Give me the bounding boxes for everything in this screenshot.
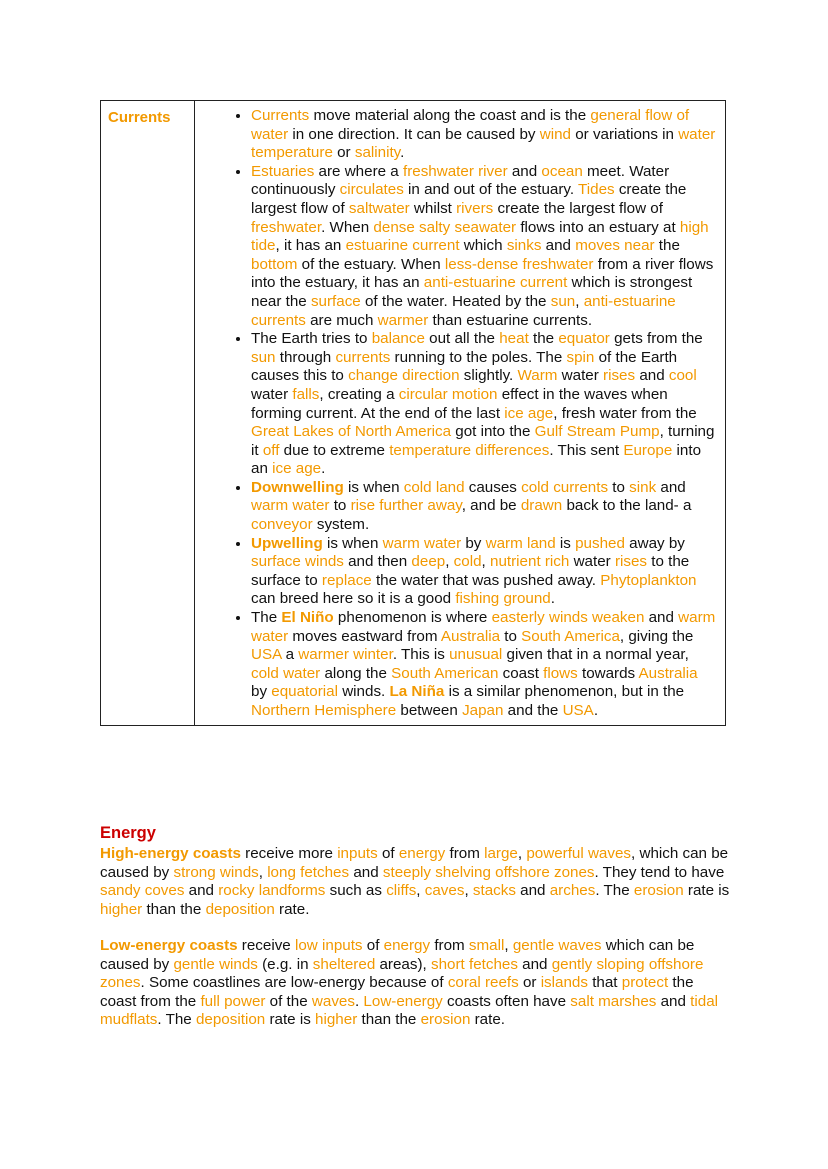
highlighted-term: arches [549, 882, 596, 900]
text-run: to [500, 627, 522, 645]
text-run: , [575, 292, 584, 310]
text-run: receive [237, 937, 295, 954]
text-run: such as [325, 882, 387, 900]
text-run: meet. Water continuously [251, 162, 670, 199]
highlighted-term: large [484, 845, 518, 862]
text-run: moves eastward from [288, 627, 441, 645]
highlighted-term: USA [251, 646, 282, 664]
text-run: . [593, 702, 599, 719]
highlighted-term: saltwater [348, 199, 410, 217]
bullet-estuaries [251, 163, 717, 330]
text-run: The Earth tries to [251, 330, 372, 348]
highlighted-term: rivers [456, 199, 494, 217]
highlighted-term: long fetches [267, 863, 350, 881]
text-run: of the Earth causes this to [251, 348, 678, 385]
text-run: by [251, 683, 272, 701]
highlighted-term: steeply shelving offshore zones [382, 863, 595, 881]
text-run: coast [498, 664, 544, 682]
text-run: , [481, 553, 490, 571]
text-run: and [349, 863, 383, 881]
text-run: , which can be caused by [100, 845, 729, 881]
highlighted-term: islands [540, 974, 588, 992]
text-run: than the [142, 900, 206, 918]
highlighted-term: anti-estuarine currents [251, 292, 676, 329]
highlighted-term: deposition [205, 900, 275, 918]
text-run: away by [624, 534, 685, 552]
highlighted-term: tidal mudflats [100, 992, 719, 1029]
text-run: from a river flows into the estuary, it has an [251, 255, 714, 292]
highlighted-term: general flow of water [251, 107, 690, 143]
highlighted-term: anti-estuarine current [423, 274, 568, 292]
text-run: slightly. [459, 367, 518, 385]
text-run: that [587, 974, 622, 992]
text-run: a [281, 646, 299, 664]
highlighted-term: gently sloping offshore zones [100, 955, 704, 992]
text-run: , [445, 553, 454, 571]
text-run: causes [464, 478, 522, 496]
highlighted-term: drawn [520, 497, 563, 515]
highlighted-term: warmer winter [298, 646, 393, 664]
bullet-downwelling [251, 479, 717, 535]
highlighted-term: deposition [195, 1011, 266, 1029]
highlighted-term: Downwelling [251, 478, 344, 496]
text-run: is when [343, 478, 404, 496]
highlighted-term: less-dense freshwater [444, 255, 594, 273]
text-run: are much [305, 311, 378, 329]
highlighted-term: cold [453, 553, 482, 571]
text-run: , [464, 882, 473, 900]
highlighted-term: rises [603, 367, 636, 385]
highlighted-term: Phytoplankton [600, 571, 697, 589]
text-run: are where a [314, 162, 403, 180]
highlighted-term: Warm [517, 367, 558, 385]
text-run: between [396, 702, 463, 719]
bullet-heat-balance [251, 330, 717, 479]
highlighted-term: freshwater river [402, 162, 508, 180]
highlighted-term: moves near [575, 237, 655, 255]
highlighted-term: ice age [272, 460, 322, 478]
currents-row [101, 101, 726, 726]
text-run: the water that was pushed away. [371, 571, 601, 589]
text-run: . The [157, 1011, 196, 1029]
highlighted-term: sun [251, 348, 276, 366]
highlighted-term: balance [371, 330, 425, 348]
text-run: and [507, 162, 542, 180]
text-run: winds. [337, 683, 390, 701]
highlighted-term: erosion [420, 1011, 471, 1029]
text-run: . [354, 992, 364, 1010]
highlighted-term: Australia [440, 627, 501, 645]
text-run: . The [595, 882, 634, 900]
highlighted-term: change direction [348, 367, 460, 385]
highlighted-term: unusual [449, 646, 503, 664]
text-run: got into the [451, 423, 535, 441]
text-run: to [329, 497, 351, 515]
highlighted-term: ocean [541, 162, 583, 180]
text-run: to [608, 478, 630, 496]
highlighted-term: surface winds [251, 553, 344, 571]
highlighted-term: water temperature [251, 125, 716, 162]
highlighted-term: strong winds [173, 863, 259, 881]
highlighted-term: freshwater [251, 218, 322, 236]
highlighted-term: Great Lakes of North America [251, 423, 452, 441]
text-run: , it has an [275, 237, 346, 255]
text-run: back to the land- a [562, 497, 692, 515]
highlighted-term: short fetches [430, 955, 518, 973]
text-run: , [416, 882, 425, 900]
highlighted-term: coral reefs [447, 974, 519, 992]
highlighted-term: caves [424, 882, 465, 900]
highlighted-term: higher [100, 900, 143, 918]
highlighted-term: Low-energy coasts [100, 937, 238, 954]
text-run: . This is [392, 646, 450, 664]
text-run: the [654, 237, 680, 255]
highlighted-term: full power [200, 992, 266, 1010]
highlighted-term: cliffs [386, 882, 417, 900]
bullet-el-nino [251, 609, 717, 721]
highlighted-term: heat [499, 330, 529, 348]
highlighted-term: Tides [578, 181, 615, 199]
highlighted-term: falls [292, 385, 320, 403]
text-run: water [251, 385, 293, 403]
text-run: of [377, 845, 399, 862]
highlighted-term: low inputs [294, 937, 363, 954]
text-run: and [541, 237, 576, 255]
text-run: receive more [240, 845, 338, 862]
text-run: and [656, 478, 686, 496]
highlighted-term: deep [411, 553, 446, 571]
text-run: rate. [274, 900, 310, 918]
text-run: flows into an estuary at [516, 218, 680, 236]
text-run: , giving the [619, 627, 694, 645]
highlighted-term: small [468, 937, 505, 954]
highlighted-term: High-energy coasts [100, 845, 241, 862]
highlighted-term: temperature differences [389, 441, 550, 459]
text-run: and [517, 955, 552, 973]
highlighted-term: currents [335, 348, 391, 366]
text-run: . They tend to have [594, 863, 725, 881]
highlighted-term: ice age [504, 404, 554, 422]
highlighted-term: Europe [623, 441, 673, 459]
text-run: rate. [470, 1011, 506, 1029]
text-run: , [504, 937, 513, 954]
text-run: and [515, 882, 550, 900]
energy-heading: Energy [100, 824, 156, 842]
text-run: . [400, 144, 405, 162]
text-run: and [635, 367, 669, 385]
highlighted-term: off [262, 441, 280, 459]
highlighted-term: cool [668, 367, 697, 385]
text-run: , [258, 863, 268, 881]
text-run: and the [503, 702, 563, 719]
highlighted-term: Low-energy [363, 992, 443, 1010]
highlighted-term: sandy coves [100, 882, 185, 900]
highlighted-term: Australia [638, 664, 698, 682]
text-run: . [321, 460, 326, 478]
highlighted-term: rocky landforms [218, 882, 326, 900]
text-run: can breed here so it is a good [251, 590, 456, 608]
text-run: The [251, 609, 282, 627]
text-run: . This sent [549, 441, 624, 459]
highlighted-term: warm water [251, 609, 716, 645]
highlighted-term: Gulf Stream Pump [534, 423, 660, 441]
highlighted-term: sinks [506, 237, 542, 255]
highlighted-term: cold currents [521, 478, 609, 496]
text-run: in one direction. It can be caused by [288, 125, 540, 143]
text-run: from [445, 845, 485, 862]
text-run: than estuarine currents. [428, 311, 593, 329]
text-run: water [569, 553, 615, 571]
highlighted-term: rise further away [350, 497, 462, 515]
highlighted-term: equator [558, 330, 610, 348]
highlighted-term: wind [539, 125, 571, 143]
highlighted-term: inputs [337, 845, 378, 862]
highlighted-term: South America [521, 627, 620, 645]
text-run: effect in the waves when forming current. At the end of the last [251, 385, 668, 422]
text-run: out all the [424, 330, 500, 348]
text-run: and [184, 882, 219, 900]
row-label-cell [101, 101, 195, 726]
highlighted-term: powerful waves [526, 845, 632, 862]
text-run: through [275, 348, 336, 366]
text-run: due to extreme [279, 441, 390, 459]
text-run: water [557, 367, 604, 385]
highlighted-term: cold land [403, 478, 465, 496]
highlighted-term: bottom [251, 255, 298, 273]
highlighted-term: circular motion [398, 385, 498, 403]
highlighted-term: circulates [339, 181, 404, 199]
currents-bullet-list [199, 107, 717, 721]
row-label: Currents [108, 109, 171, 126]
highlighted-term: fishing ground [455, 590, 551, 608]
highlighted-term: USA [562, 702, 594, 719]
text-run: . [550, 590, 555, 608]
text-run: , [517, 845, 527, 862]
text-run: in and out of the estuary. [403, 181, 579, 199]
text-run: than the [357, 1011, 421, 1029]
highlighted-term: South American [391, 664, 499, 682]
currents-table [100, 100, 726, 726]
text-run: move material along the coast and is the [309, 107, 591, 124]
highlighted-term: estuarine current [345, 237, 460, 255]
low-energy-paragraph [100, 937, 730, 1030]
text-run: areas), [375, 955, 431, 973]
highlighted-term: gentle waves [512, 937, 602, 954]
text-run: towards [577, 664, 639, 682]
text-run: whilst [409, 199, 457, 217]
row-content-cell [195, 101, 726, 726]
highlighted-term: warmer [377, 311, 429, 329]
text-run: along the [320, 664, 392, 682]
text-run: the [528, 330, 559, 348]
text-run: of [362, 937, 384, 954]
highlighted-term: Upwelling [251, 534, 323, 552]
highlighted-term: pushed [575, 534, 625, 552]
text-run: and [656, 992, 691, 1010]
highlighted-term: Northern Hemisphere [251, 702, 397, 719]
highlighted-term: surface [310, 292, 361, 310]
bullet-upwelling [251, 535, 717, 609]
text-run: rate is [265, 1011, 316, 1029]
highlighted-term: salt marshes [570, 992, 657, 1010]
text-run: which is strongest near the [251, 274, 693, 310]
highlighted-term: Japan [462, 702, 504, 719]
text-run: is a similar phenomenon, but in the [444, 683, 685, 701]
text-run: gets from the [609, 330, 703, 348]
text-run: given that in a normal year, [502, 646, 689, 664]
text-run: and [644, 609, 679, 627]
highlighted-term: warm land [485, 534, 556, 552]
highlighted-term: La Niña [389, 683, 445, 701]
text-run: or variations in [571, 125, 679, 143]
highlighted-term: equatorial [271, 683, 338, 701]
text-run: of the estuary. When [297, 255, 445, 273]
highlighted-term: energy [398, 845, 446, 862]
text-run: of the [265, 992, 312, 1010]
text-run: or [332, 144, 355, 162]
text-run: create the largest flow of [493, 199, 663, 217]
highlighted-term: easterly winds weaken [491, 609, 645, 627]
highlighted-term: replace [321, 571, 372, 589]
text-run: , fresh water from the [553, 404, 697, 422]
highlighted-term: sheltered [312, 955, 376, 973]
text-run: create the largest flow of [251, 181, 687, 217]
highlighted-term: El Niño [281, 609, 334, 627]
text-run: is when [322, 534, 383, 552]
highlighted-term: cold water [251, 664, 321, 682]
text-run: or [518, 974, 541, 992]
highlighted-term: sink [629, 478, 657, 496]
highlighted-term: sun [550, 292, 576, 310]
text-run: into an [251, 441, 702, 478]
text-run: by [461, 534, 486, 552]
highlighted-term: conveyor [251, 516, 313, 534]
text-run: and then [343, 553, 412, 571]
text-run: phenomenon is where [333, 609, 492, 627]
highlighted-term: gentle winds [173, 955, 258, 973]
highlighted-term: warm water [382, 534, 462, 552]
highlighted-term: high tide [251, 218, 709, 255]
text-run: , and be [461, 497, 521, 515]
text-run: running to the poles. The [390, 348, 567, 366]
highlighted-term: erosion [633, 882, 684, 900]
highlighted-term: stacks [472, 882, 516, 900]
text-run: system. [312, 516, 370, 534]
highlighted-term: spin [566, 348, 595, 366]
text-run: to the surface to [251, 553, 690, 589]
text-run: . Some coastlines are low-energy because of [140, 974, 448, 992]
highlighted-term: rises [614, 553, 648, 571]
highlighted-term: energy [383, 937, 431, 954]
high-energy-paragraph [100, 845, 730, 919]
text-run: which [459, 237, 507, 255]
highlighted-term: waves [311, 992, 355, 1010]
highlighted-term: higher [315, 1011, 358, 1029]
highlighted-term: salinity [354, 144, 401, 162]
text-run: from [430, 937, 469, 954]
highlighted-term: warm water [251, 497, 330, 515]
text-run: which can be caused by [100, 937, 695, 973]
text-run: , creating a [319, 385, 399, 403]
text-run: (e.g. in [257, 955, 313, 973]
highlighted-term: nutrient rich [490, 553, 570, 571]
text-run: . When [321, 218, 374, 236]
text-run: , turning it [251, 423, 715, 459]
text-run: of the water. Heated by the [360, 292, 551, 310]
text-run: the coast from the [100, 974, 694, 1010]
bullet-currents [251, 107, 717, 163]
text-run: is [555, 534, 576, 552]
text-run: coasts often have [442, 992, 571, 1010]
highlighted-term: flows [543, 664, 578, 682]
highlighted-term: dense salty seawater [373, 218, 517, 236]
highlighted-term: Currents [251, 107, 310, 124]
highlighted-term: protect [621, 974, 669, 992]
highlighted-term: Estuaries [251, 162, 315, 180]
text-run: rate is [683, 882, 730, 900]
